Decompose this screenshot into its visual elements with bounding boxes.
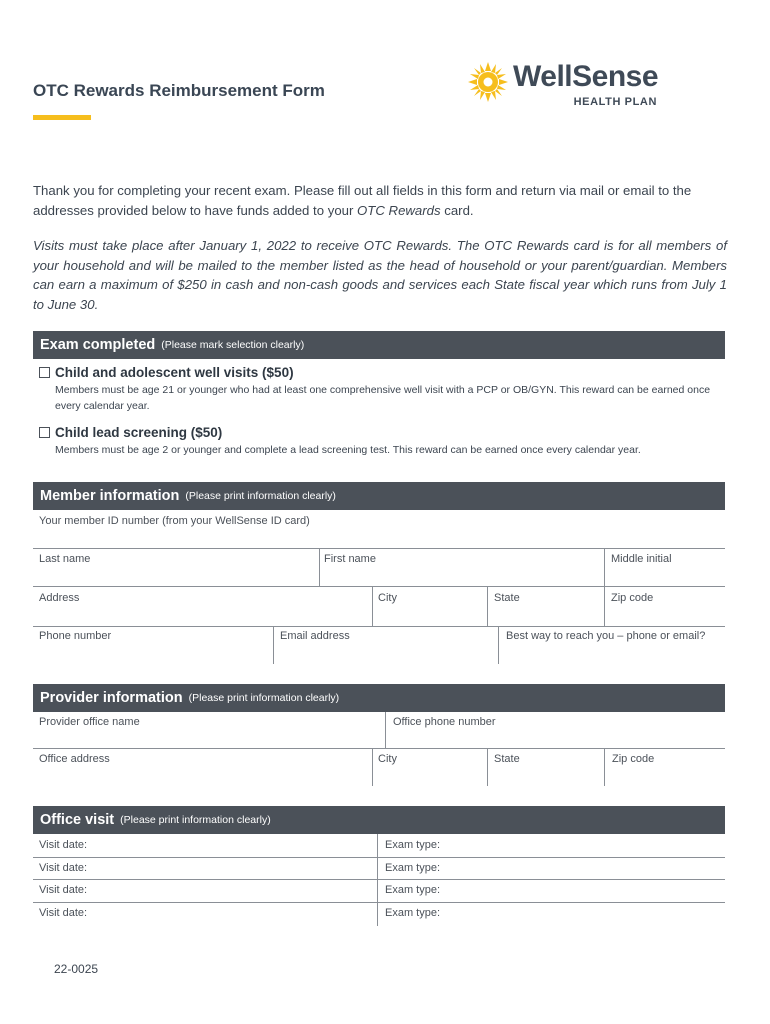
- eligibility-note: Visits must take place after January 1, 2022 to receive OTC Rewards. The OTC Rewards card is for all members of your household and will be mailed to the member listed as the head of household or your parent/guardian. Members can earn a maximum of $250 in cash and non-cash goods and services each State fiscal year which runs from July 1 to June 30.: [33, 238, 727, 312]
- divider: [604, 748, 605, 786]
- logo-subtitle: HEALTH PLAN: [573, 96, 657, 108]
- provider-city-label: City: [378, 753, 397, 765]
- intro-part1: Thank you for completing your recent exam. Please fill out all fields in this form and return via mail or email to the addresses provided below to have funds added to your: [33, 183, 692, 218]
- visit-row-line[interactable]: [33, 879, 725, 880]
- exam-type-label-1: Exam type:: [385, 839, 441, 851]
- address-label: Address: [39, 592, 80, 604]
- logo-name: WellSense: [513, 60, 659, 93]
- wellsense-logo: [468, 62, 660, 112]
- exam-type-label-3: Exam type:: [385, 884, 441, 896]
- provider-zip-label: Zip code: [612, 753, 655, 765]
- provider-row-line[interactable]: [33, 748, 725, 749]
- best-way-label: Best way to reach you – phone or email?: [506, 630, 706, 642]
- last-name-label: Last name: [39, 553, 91, 565]
- provider-state-label: State: [494, 753, 520, 765]
- exam-section-header: [33, 331, 725, 359]
- divider: [604, 586, 605, 626]
- exam-option-lead-screening: [39, 425, 719, 458]
- divider: [372, 748, 373, 786]
- exam-option-well-visit: [39, 365, 719, 414]
- visit-date-label-1: Visit date:: [39, 839, 88, 851]
- visit-section-subtitle: (Please print information clearly): [120, 814, 271, 826]
- exam-type-label-2: Exam type:: [385, 862, 441, 874]
- title-accent-bar: [33, 115, 91, 120]
- lead-screening-label: Child lead screening ($50): [55, 425, 223, 440]
- divider: [487, 748, 488, 786]
- visit-column-divider: [377, 834, 378, 926]
- well-visit-checkbox[interactable]: [39, 367, 50, 378]
- email-label: Email address: [280, 630, 350, 642]
- well-visit-label: Child and adolescent well visits ($50): [55, 365, 294, 380]
- office-phone-label: Office phone number: [393, 716, 496, 728]
- exam-section-subtitle: (Please mark selection clearly): [161, 339, 305, 351]
- divider: [372, 586, 373, 626]
- state-label: State: [494, 592, 520, 604]
- divider: [487, 586, 488, 626]
- office-address-label: Office address: [39, 753, 110, 765]
- provider-section-header: [33, 684, 725, 712]
- visit-date-label-4: Visit date:: [39, 907, 88, 919]
- middle-initial-label: Middle initial: [611, 553, 672, 565]
- provider-office-name-label: Provider office name: [39, 716, 140, 728]
- phone-label: Phone number: [39, 630, 112, 642]
- exam-section-title: Exam completed: [40, 337, 156, 353]
- visit-row-line[interactable]: [33, 857, 725, 858]
- visit-section-title: Office visit: [40, 812, 115, 828]
- name-row-line[interactable]: [33, 586, 725, 587]
- first-name-label: First name: [324, 553, 376, 565]
- address-row-line[interactable]: [33, 626, 725, 627]
- divider: [319, 548, 320, 586]
- member-section-title: Member information: [40, 488, 180, 504]
- member-section-header: [33, 482, 725, 510]
- intro-text: [33, 181, 727, 220]
- page-title: OTC Rewards Reimbursement Form: [33, 81, 325, 100]
- intro-emphasis: OTC Rewards: [357, 202, 441, 218]
- provider-section-title: Provider information: [40, 690, 183, 706]
- well-visit-description: Members must be age 21 or younger who had at least one comprehensive well visit with a PCP or OB/GYN. This reward can be earned once every calendar year.: [55, 384, 711, 412]
- visit-row-line[interactable]: [33, 902, 725, 903]
- visit-date-label-3: Visit date:: [39, 884, 88, 896]
- lead-screening-checkbox[interactable]: [39, 427, 50, 438]
- provider-section-subtitle: (Please print information clearly): [188, 692, 340, 704]
- member-section-subtitle: (Please print information clearly): [185, 490, 336, 502]
- divider: [385, 712, 386, 748]
- lead-screening-description: Members must be age 2 or younger and complete a lead screening test. This reward can be earned once every calendar year.: [55, 444, 641, 456]
- divider: [498, 626, 499, 664]
- visit-date-label-2: Visit date:: [39, 862, 88, 874]
- visit-section-header: [33, 806, 725, 834]
- form-code: 22-0025: [54, 962, 99, 976]
- sun-icon: [468, 62, 508, 102]
- exam-type-label-4: Exam type:: [385, 907, 441, 919]
- member-id-label: Your member ID number (from your WellSense ID card): [39, 515, 310, 527]
- city-label: City: [378, 592, 397, 604]
- divider: [273, 626, 274, 664]
- zip-label: Zip code: [611, 592, 654, 604]
- intro-part2: card.: [440, 202, 474, 218]
- member-id-line[interactable]: [33, 548, 725, 549]
- divider: [604, 548, 605, 586]
